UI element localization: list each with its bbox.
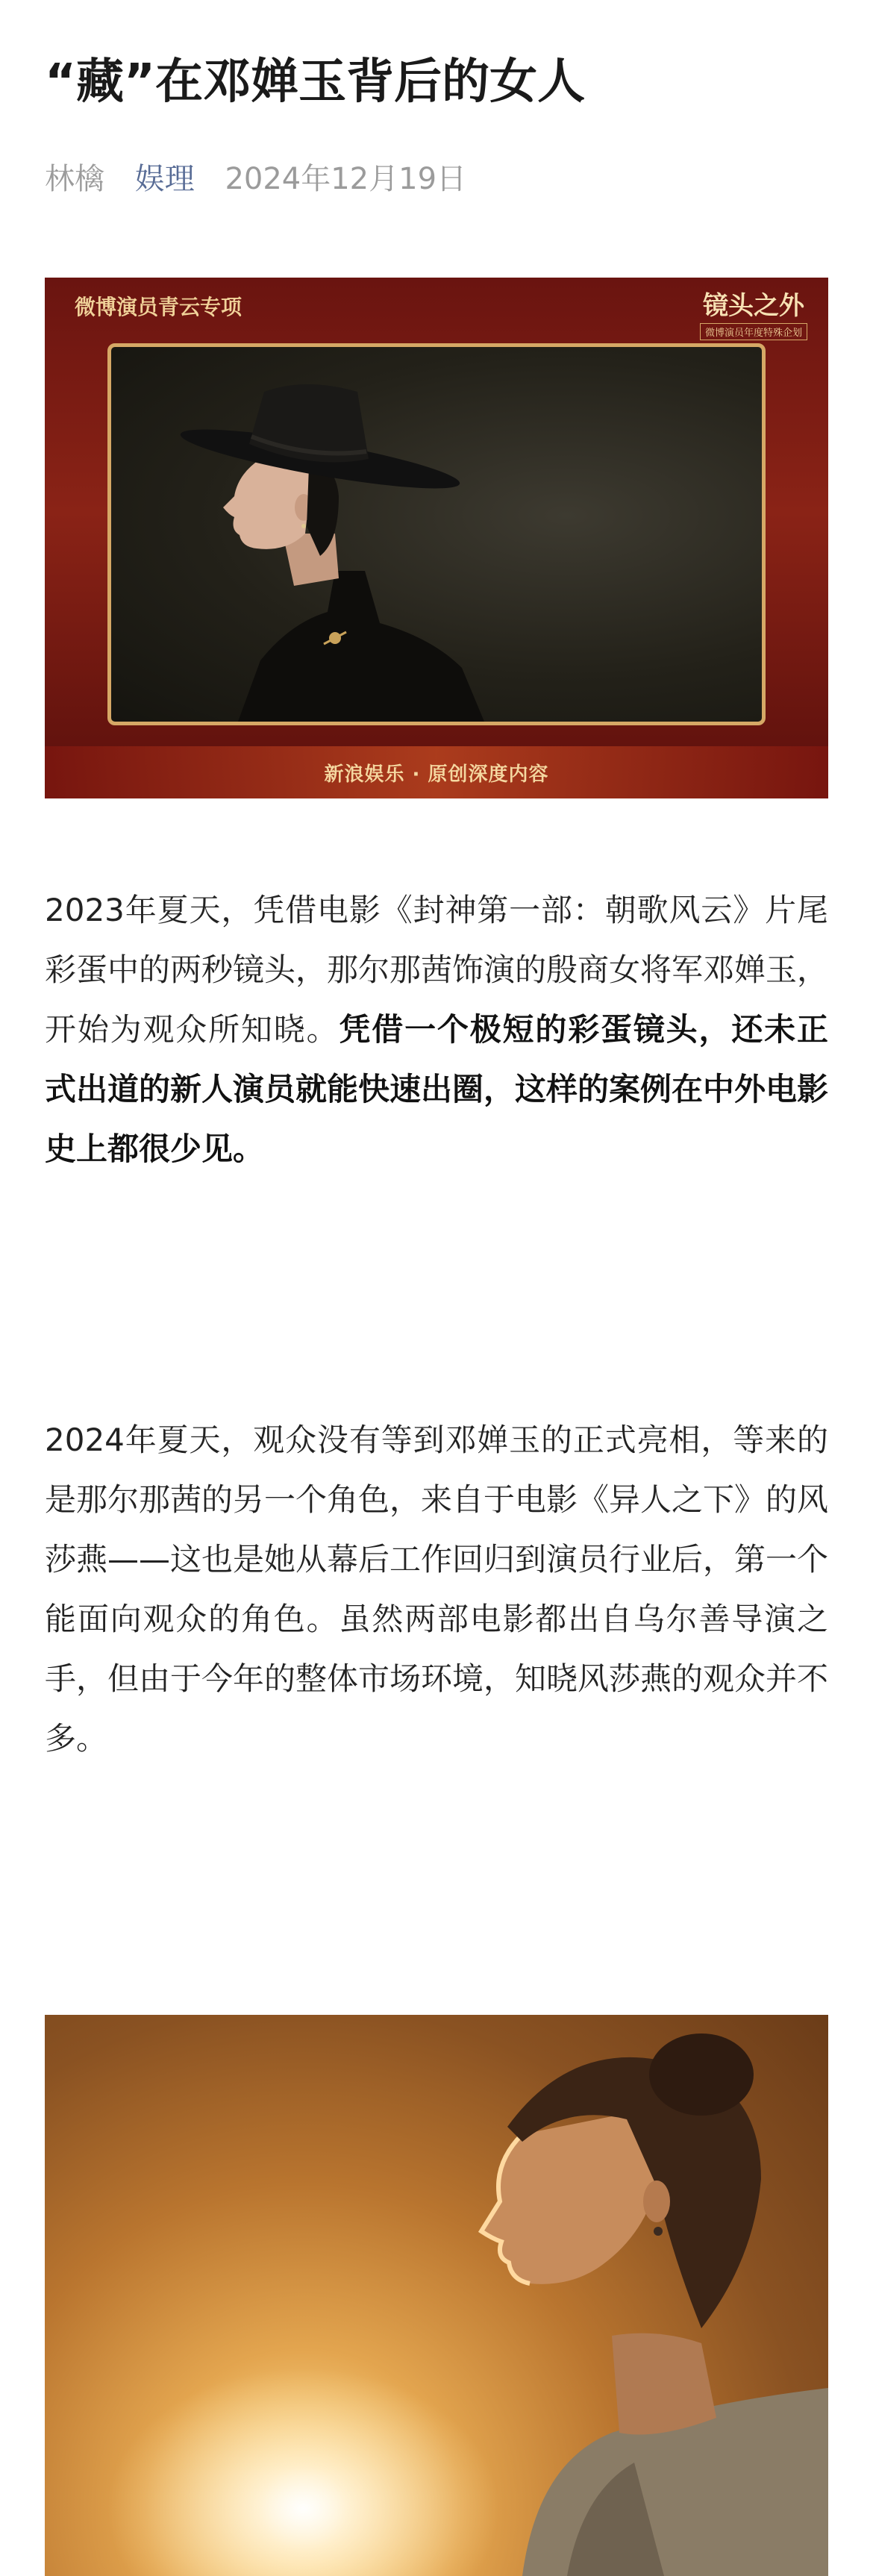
banner-logo-subtitle: 微博演员年度特殊企划 (700, 323, 807, 340)
banner-portrait (107, 343, 766, 725)
author-name: 林檎 (45, 162, 104, 196)
paragraph-2 (45, 1410, 828, 1769)
paragraph-1-bold: 凭借一个极短的彩蛋镜头，还未正式出道的新人演员就能快速出圈，这样的案例在中外电影史上都很少见。 (45, 1011, 829, 1167)
banner-logo-title: 镜头之外 (702, 291, 804, 321)
banner-tag: 微博演员青云专项 (75, 295, 242, 319)
publish-date: 2024年12月19日 (225, 162, 467, 196)
article-title: “藏”在邓婵玉背后的女人 (45, 54, 586, 110)
photo-illustration (45, 2015, 828, 2576)
banner-footer: 新浪娱乐 · 原创深度内容 (324, 763, 549, 786)
paragraph-1 (45, 881, 828, 1179)
banner-logo (700, 285, 807, 340)
portrait-illustration (111, 347, 762, 722)
account-link[interactable]: 娱理 (134, 162, 195, 196)
paragraph-1-text: 2023年夏天，凭借电影《封神第一部：朝歌风云》片尾彩蛋中的两秒镜头，那尔那茜饰演的殷商女将军邓婵玉，开始为观众所知晓。 (45, 892, 829, 1048)
article-meta (45, 157, 487, 201)
paragraph-2-text: 2024年夏天，观众没有等到邓婵玉的正式亮相，等来的是那尔那茜的另一个角色，来自于电影《异人之下》的风莎燕——这也是她从幕后工作回归到演员行业后，第一个能面向观众的角色。虽然两部电影都出自乌尔善导演之手，但由于今年的整体市场环境，知晓风莎燕的观众并不多。 (45, 1422, 829, 1757)
banner-image[interactable] (45, 278, 828, 798)
article-photo[interactable] (45, 2015, 828, 2576)
